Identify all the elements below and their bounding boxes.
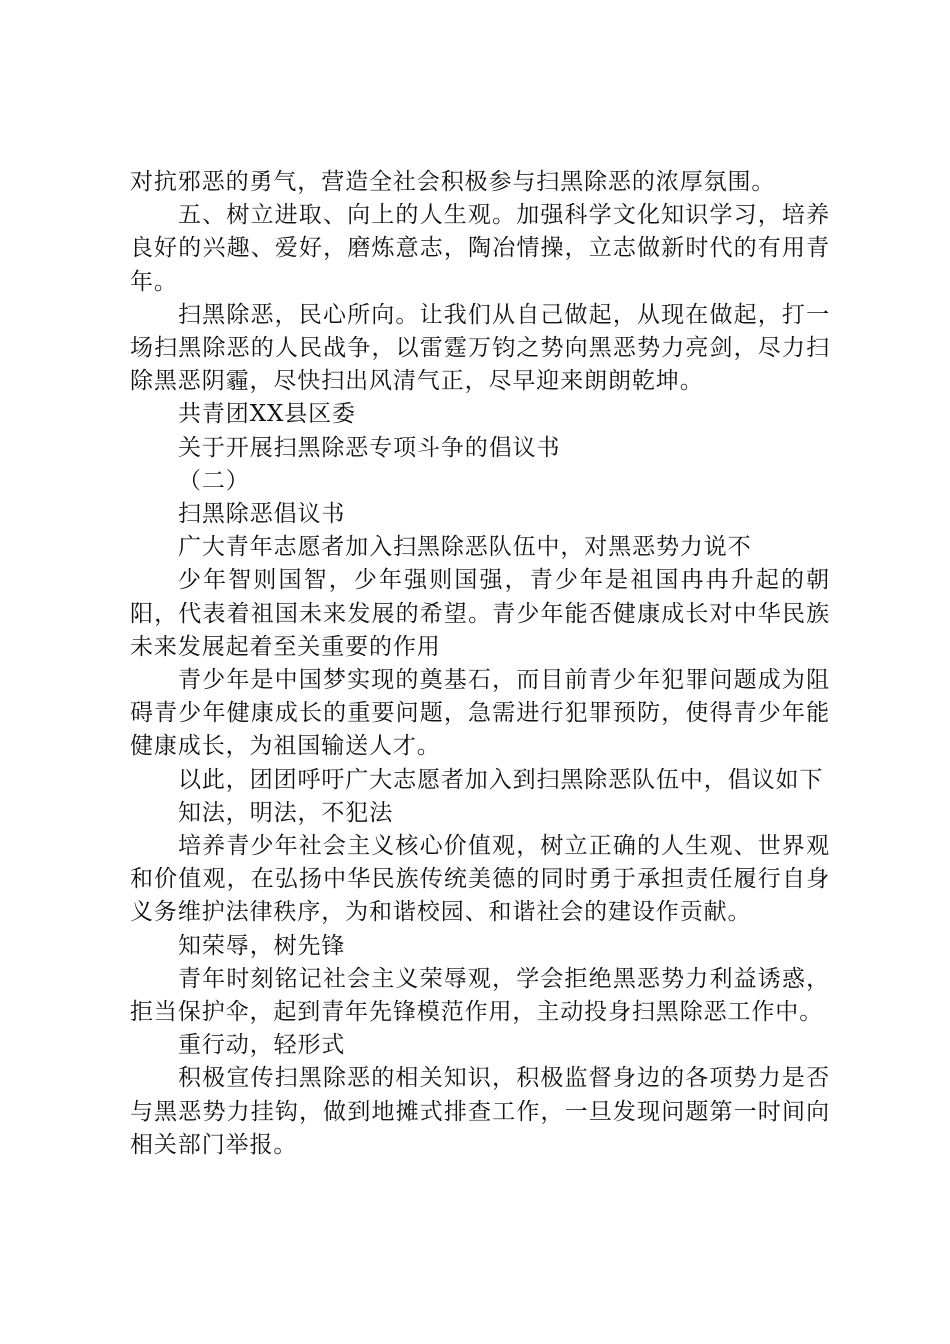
paragraph-2: 五、树立进取、向上的人生观。加强科学文化知识学习，培养良好的兴趣、爱好，磨炼意志，陶冶情操，立志做新时代的有用青年。 — [130, 202, 830, 295]
paragraph-1: 对抗邪恶的勇气，营造全社会积极参与扫黑除恶的浓厚氛围。 — [130, 169, 776, 195]
paragraph-4: 少年智则国智，少年强则国强，青少年是祖国冉冉升起的朝阳，代表着祖国未来发展的希望。青少年能否健康成长对中华民族未来发展起着至关重要的作用 — [130, 567, 830, 660]
paragraph-5: 青少年是中国梦实现的奠基石，而目前青少年犯罪问题成为阻碍青少年健康成长的重要问题，急需进行犯罪预防，使得青少年能健康成长，为祖国输送人才。 — [130, 667, 830, 760]
paragraph-9: 积极宣传扫黑除恶的相关知识，积极监督身边的各项势力是否与黑恶势力挂钩，做到地摊式排查工作，一旦发现问题第一时间向相关部门举报。 — [130, 1065, 830, 1158]
subtitle: 扫黑除恶倡议书 — [178, 501, 346, 528]
subtitle-line: 广大青年志愿者加入扫黑除恶队伍中，对黑恶势力说不 — [178, 534, 752, 561]
paragraph-6: 以此，团团呼吁广大志愿者加入到扫黑除恶队伍中，倡议如下 — [178, 766, 824, 793]
heading-3: 重行动，轻形式 — [178, 1032, 346, 1059]
document-body — [130, 166, 830, 1162]
paragraph-8: 青年时刻铭记社会主义荣辱观，学会拒绝黑恶势力利益诱惑，拒当保护伞，起到青年先锋模范作用，主动投身扫黑除恶工作中。 — [130, 965, 830, 1026]
heading-1: 知法，明法，不犯法 — [178, 799, 394, 826]
heading-2: 知荣辱，树先锋 — [178, 932, 346, 959]
section-number: （二） — [178, 467, 250, 494]
signature-organization: 共青团XX县区委 — [178, 401, 356, 428]
paragraph-7: 培养青少年社会主义核心价值观，树立正确的人生观、世界观和价值观，在弘扬中华民族传统美德的同时勇于承担责任履行自身义务维护法律秩序，为和谐校园、和谐社会的建设作贡献。 — [130, 833, 830, 926]
section-title: 关于开展扫黑除恶专项斗争的倡议书 — [178, 434, 561, 461]
paragraph-3: 扫黑除恶，民心所向。让我们从自己做起，从现在做起，打一场扫黑除恶的人民战争，以雷霆万钧之势向黑恶势力亮剑，尽力扫除黑恶阴霾，尽快扫出风清气正，尽早迎来朗朗乾坤。 — [130, 301, 830, 395]
